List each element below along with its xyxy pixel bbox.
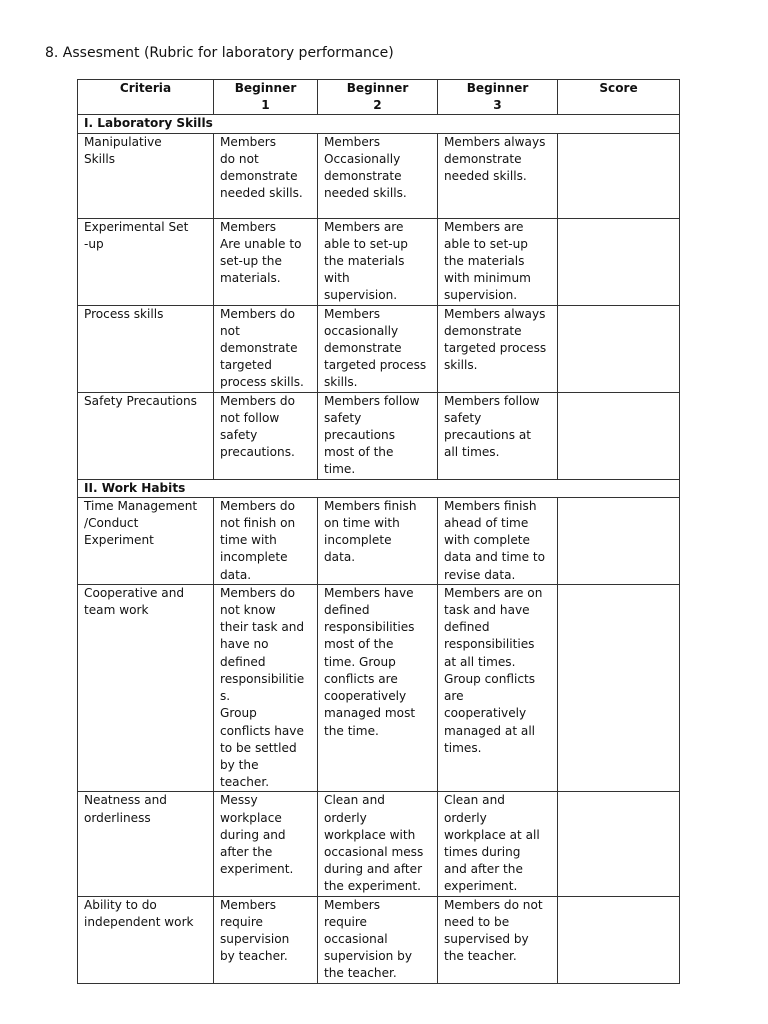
beginner-2-cell: Members have defined responsibilities most of the time. Group conflicts are cooperatively managed most the time. [318,584,438,791]
beginner-3-cell: Members are on task and have defined responsibilities at all times. Group conflicts are cooperatively managed at all times. [438,584,558,791]
header-beginner-1: Beginner 1 [214,80,318,115]
table-row [78,305,680,392]
beginner-1-cell: Members do not follow safety precautions. [214,392,318,479]
criteria-cell: Cooperative and team work [78,584,214,791]
criteria-cell: Ability to do independent work [78,896,214,983]
beginner-2-cell: Members follow safety precautions most of the time. [318,392,438,479]
beginner-1-cell: Members do not demonstrate needed skills. [214,133,318,218]
criteria-cell: Manipulative Skills [78,133,214,218]
criteria-cell: Time Management /Conduct Experiment [78,497,214,584]
criteria-cell: Process skills [78,305,214,392]
score-cell [558,896,680,983]
beginner-1-cell: Members require supervision by teacher. [214,896,318,983]
rubric-table [77,79,680,984]
section-row [78,115,680,133]
beginner-2-cell: Members occasionally demonstrate targeted process skills. [318,305,438,392]
table-row [78,497,680,584]
criteria-cell: Experimental Set -up [78,218,214,305]
section-title-laboratory-skills: I. Laboratory Skills [78,115,680,133]
beginner-1-cell: Members do not know their task and have no defined responsibilitie s. Group conflicts have to be settled by the teacher. [214,584,318,791]
beginner-1-cell: Members do not demonstrate targeted process skills. [214,305,318,392]
table-row [78,896,680,983]
beginner-2-cell: Members require occasional supervision by the teacher. [318,896,438,983]
beginner-3-cell: Members follow safety precautions at all times. [438,392,558,479]
criteria-cell: Safety Precautions [78,392,214,479]
score-cell [558,497,680,584]
document-heading: 8. Assesment (Rubric for laboratory performance) [45,45,394,61]
beginner-2-cell: Members Occasionally demonstrate needed skills. [318,133,438,218]
section-row [78,479,680,497]
score-cell [558,218,680,305]
beginner-3-cell: Members are able to set-up the materials with minimum supervision. [438,218,558,305]
table-row [78,392,680,479]
header-beginner-3: Beginner 3 [438,80,558,115]
beginner-3-cell: Members do not need to be supervised by the teacher. [438,896,558,983]
score-cell [558,584,680,791]
beginner-3-cell: Members always demonstrate needed skills. [438,133,558,218]
criteria-cell: Neatness and orderliness [78,792,214,896]
table-row [78,584,680,791]
beginner-2-cell: Members finish on time with incomplete data. [318,497,438,584]
beginner-3-cell: Members finish ahead of time with complete data and time to revise data. [438,497,558,584]
beginner-2-cell: Clean and orderly workplace with occasional mess during and after the experiment. [318,792,438,896]
beginner-3-cell: Members always demonstrate targeted process skills. [438,305,558,392]
beginner-1-cell: Members do not finish on time with incomplete data. [214,497,318,584]
beginner-1-cell: Members Are unable to set-up the materials. [214,218,318,305]
header-criteria: Criteria [78,80,214,115]
table-header-row [78,80,680,115]
table-row [78,133,680,218]
beginner-2-cell: Members are able to set-up the materials with supervision. [318,218,438,305]
score-cell [558,392,680,479]
header-score: Score [558,80,680,115]
beginner-1-cell: Messy workplace during and after the experiment. [214,792,318,896]
section-title-work-habits: II. Work Habits [78,479,680,497]
table-row [78,218,680,305]
score-cell [558,792,680,896]
header-beginner-2: Beginner 2 [318,80,438,115]
table-row [78,792,680,896]
score-cell [558,133,680,218]
beginner-3-cell: Clean and orderly workplace at all times during and after the experiment. [438,792,558,896]
score-cell [558,305,680,392]
